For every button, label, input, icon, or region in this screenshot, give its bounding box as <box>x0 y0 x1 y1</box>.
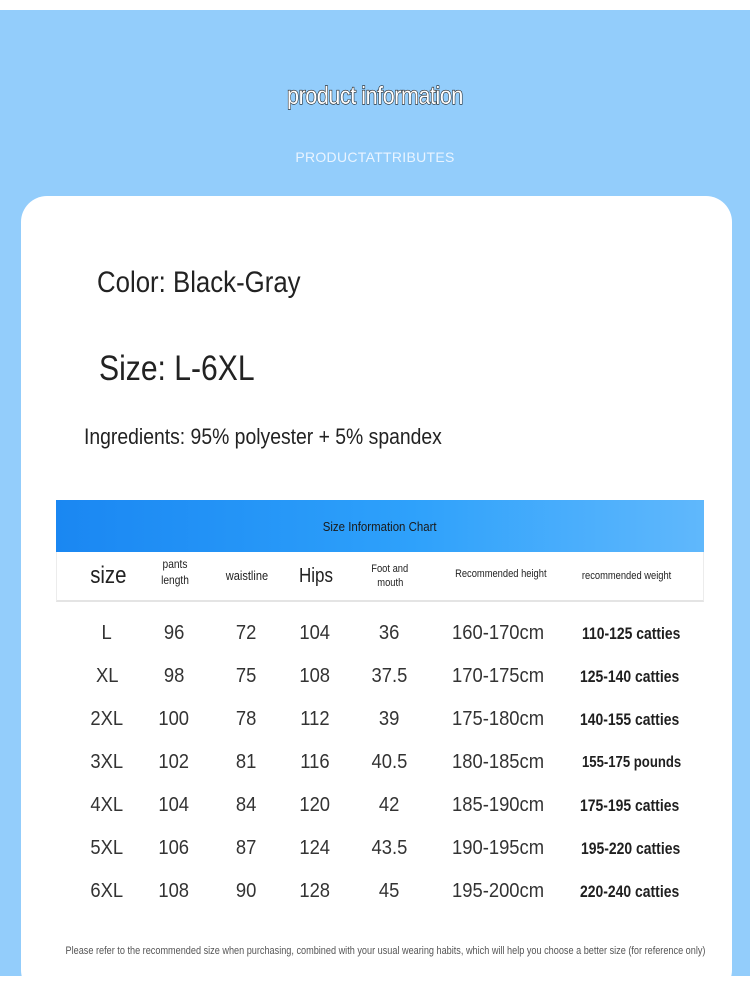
cell-weight: 155-175 pounds <box>582 753 682 771</box>
cell-hips: 112 <box>300 708 330 730</box>
table-row <box>56 870 704 913</box>
ingredients-info: Ingredients: 95% polyester + 5% spandex <box>84 424 442 449</box>
table-row <box>56 655 704 698</box>
cell-size: 5XL <box>90 837 124 859</box>
cell-hips: 124 <box>299 837 331 859</box>
table-row <box>56 827 704 870</box>
column-header-recommended-height: Recommended height <box>455 567 547 580</box>
cell-waistline: 81 <box>235 751 257 773</box>
cell-height: 195-200cm <box>451 880 545 902</box>
cell-hips: 120 <box>299 794 331 816</box>
cell-size: XL <box>95 665 119 687</box>
page-subtitle: PRODUCTATTRIBUTES <box>295 149 455 165</box>
cell-foot-mouth: 39 <box>378 708 400 730</box>
cell-height: 170-175cm <box>451 665 545 687</box>
size-chart-title: Size Information Chart <box>323 518 437 534</box>
cell-size: 3XL <box>90 751 124 773</box>
table-row <box>56 784 704 827</box>
table-row <box>56 698 704 741</box>
cell-height: 185-190cm <box>451 794 545 816</box>
cell-height: 175-180cm <box>451 708 545 730</box>
page-title: product information <box>287 82 463 110</box>
cell-pants-length: 98 <box>163 665 185 687</box>
cell-hips: 104 <box>299 622 331 644</box>
cell-weight: 110-125 catties <box>582 623 681 643</box>
cell-pants-length: 100 <box>158 708 190 730</box>
cell-waistline: 78 <box>235 708 257 730</box>
cell-height: 190-195cm <box>451 837 545 859</box>
cell-weight: 220-240 catties <box>580 881 680 901</box>
column-header-size: size <box>89 562 127 590</box>
column-header-waistline: waistline <box>225 567 269 583</box>
size-range-info: Size: L-6XL <box>99 349 255 388</box>
size-chart-rows <box>56 602 704 902</box>
cell-height: 160-170cm <box>451 622 545 644</box>
cell-foot-mouth: 43.5 <box>371 837 407 859</box>
size-chart <box>56 500 704 902</box>
cell-pants-length: 104 <box>158 794 190 816</box>
cell-waistline: 75 <box>235 665 257 687</box>
table-row <box>56 741 704 784</box>
column-header-pants-length: pants length <box>161 557 189 587</box>
cell-pants-length: 108 <box>158 880 190 902</box>
cell-foot-mouth: 42 <box>378 794 400 816</box>
color-info: Color: Black-Gray <box>97 266 301 299</box>
size-chart-column-headers <box>56 552 704 602</box>
cell-weight: 125-140 catties <box>580 666 680 686</box>
cell-weight: 195-220 catties <box>581 838 681 858</box>
size-footnote: Please refer to the recommended size when purchasing, combined with your usual wearing habits, which will help you choose a better size (for reference only) <box>65 945 706 957</box>
cell-size: 4XL <box>90 794 124 816</box>
cell-waistline: 87 <box>235 837 257 859</box>
cell-hips: 128 <box>299 880 331 902</box>
cell-foot-mouth: 40.5 <box>371 751 407 773</box>
cell-hips: 116 <box>300 751 330 773</box>
cell-pants-length: 106 <box>158 837 190 859</box>
cell-foot-mouth: 45 <box>378 880 400 902</box>
cell-hips: 108 <box>299 665 331 687</box>
cell-height: 180-185cm <box>451 751 545 773</box>
cell-size: 2XL <box>90 708 124 730</box>
cell-foot-mouth: 37.5 <box>371 665 407 687</box>
cell-size: L <box>101 622 113 644</box>
cell-weight: 175-195 catties <box>580 795 680 815</box>
cell-waistline: 72 <box>235 622 257 644</box>
cell-waistline: 90 <box>235 880 257 902</box>
cell-size: 6XL <box>90 880 124 902</box>
cell-pants-length: 102 <box>158 751 190 773</box>
cell-waistline: 84 <box>235 794 257 816</box>
cell-weight: 140-155 catties <box>580 709 680 729</box>
table-row <box>56 612 704 655</box>
cell-foot-mouth: 36 <box>378 622 400 644</box>
cell-pants-length: 96 <box>163 622 185 644</box>
column-header-hips: Hips <box>298 565 333 587</box>
column-header-recommended-weight: recommended weight <box>582 569 672 582</box>
size-chart-header <box>56 500 704 552</box>
column-header-foot-mouth: Foot and mouth <box>371 562 409 589</box>
